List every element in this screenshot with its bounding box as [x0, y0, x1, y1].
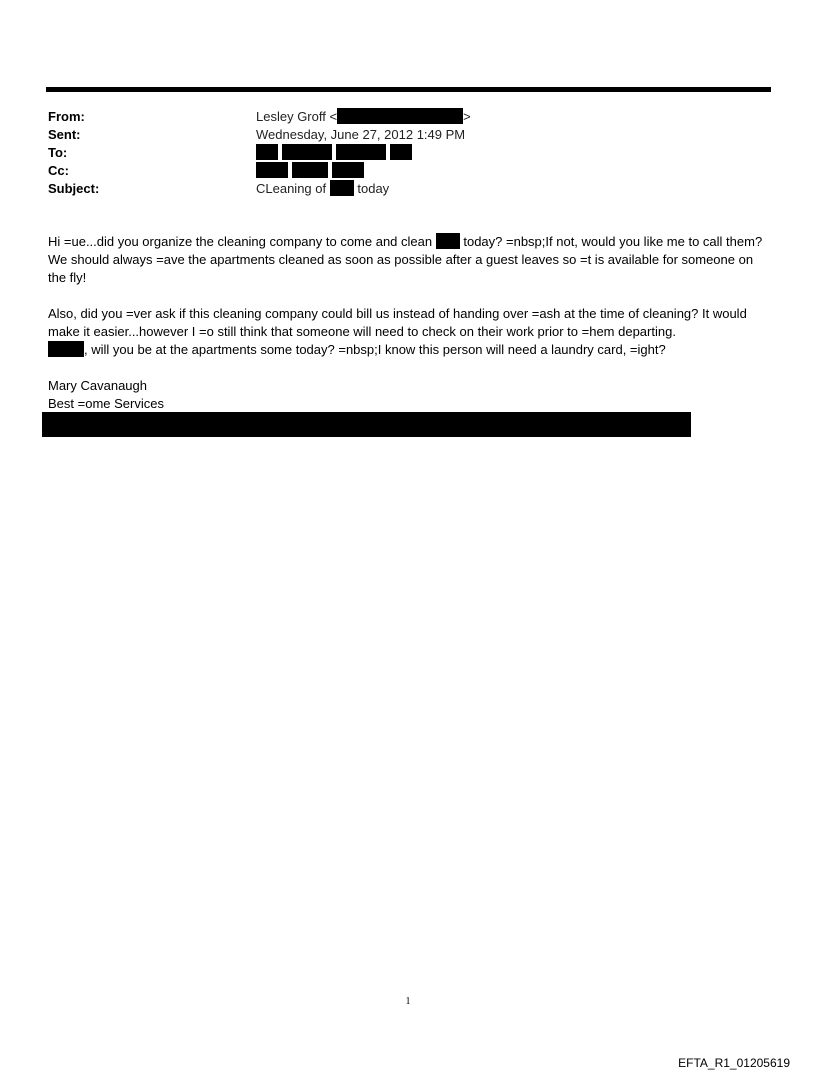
- sent-label: Sent:: [48, 127, 81, 142]
- redaction-cc-3: [332, 162, 364, 178]
- to-row: [48, 144, 768, 162]
- redaction-from-email: [337, 108, 463, 124]
- p2-part-b: , will you be at the apartments some today? =nbsp;I know this person will need a laundry card, =ight?: [84, 342, 666, 357]
- to-value: [256, 144, 412, 162]
- from-row: [48, 108, 768, 126]
- body-paragraph-2: [48, 305, 768, 359]
- redaction-to-1: [256, 144, 278, 160]
- cc-row: [48, 162, 768, 180]
- subject-row: [48, 180, 768, 198]
- p2-part-a: Also, did you =ver ask if this cleaning company could bill us instead of handing over =ash at the time of cleaning? It would make it easier...however I =o still think that someone will need to check on their work prior to =hem departing.: [48, 306, 747, 339]
- redaction-to-4: [390, 144, 412, 160]
- from-name: Lesley Groff <: [256, 109, 338, 124]
- from-value: [256, 108, 471, 126]
- header-rule: [46, 87, 771, 92]
- redaction-to-3: [336, 144, 386, 160]
- redaction-cc-2: [292, 162, 328, 178]
- p1-part-a: Hi =ue...did you organize the cleaning company to come and clean: [48, 234, 433, 249]
- subject-before: CLeaning of: [256, 181, 327, 196]
- redaction-subject: [330, 180, 354, 196]
- from-close: >: [463, 109, 471, 124]
- redaction-body-1: [436, 233, 460, 249]
- signature: [48, 377, 768, 413]
- to-label: To:: [48, 145, 68, 160]
- p1-part-b: today? =nbsp;If not, would you like me to call them? We should always =ave the apartments cleaned as soon as possible after a guest leaves so =t is available for someone on the fly!: [48, 234, 763, 285]
- body-paragraph-1: [48, 233, 768, 287]
- signature-company: Best =ome Services: [48, 396, 164, 411]
- page-number: 1: [405, 996, 411, 1007]
- redaction-signature-block: [42, 412, 691, 437]
- document-id: EFTA_R1_01205619: [678, 1056, 790, 1070]
- cc-label: Cc:: [48, 163, 69, 178]
- email-header: [48, 108, 768, 198]
- redaction-cc-1: [256, 162, 288, 178]
- from-label: From:: [48, 109, 85, 124]
- cc-value: [256, 162, 364, 180]
- subject-after: today: [357, 181, 390, 196]
- subject-label: Subject:: [48, 181, 100, 196]
- sent-row: [48, 126, 768, 144]
- sent-value: Wednesday, June 27, 2012 1:49 PM: [256, 127, 466, 142]
- redaction-body-2: [48, 341, 84, 357]
- signature-name: Mary Cavanaugh: [48, 378, 147, 393]
- redaction-to-2: [282, 144, 332, 160]
- subject-value: [256, 180, 389, 198]
- email-body: [48, 233, 768, 431]
